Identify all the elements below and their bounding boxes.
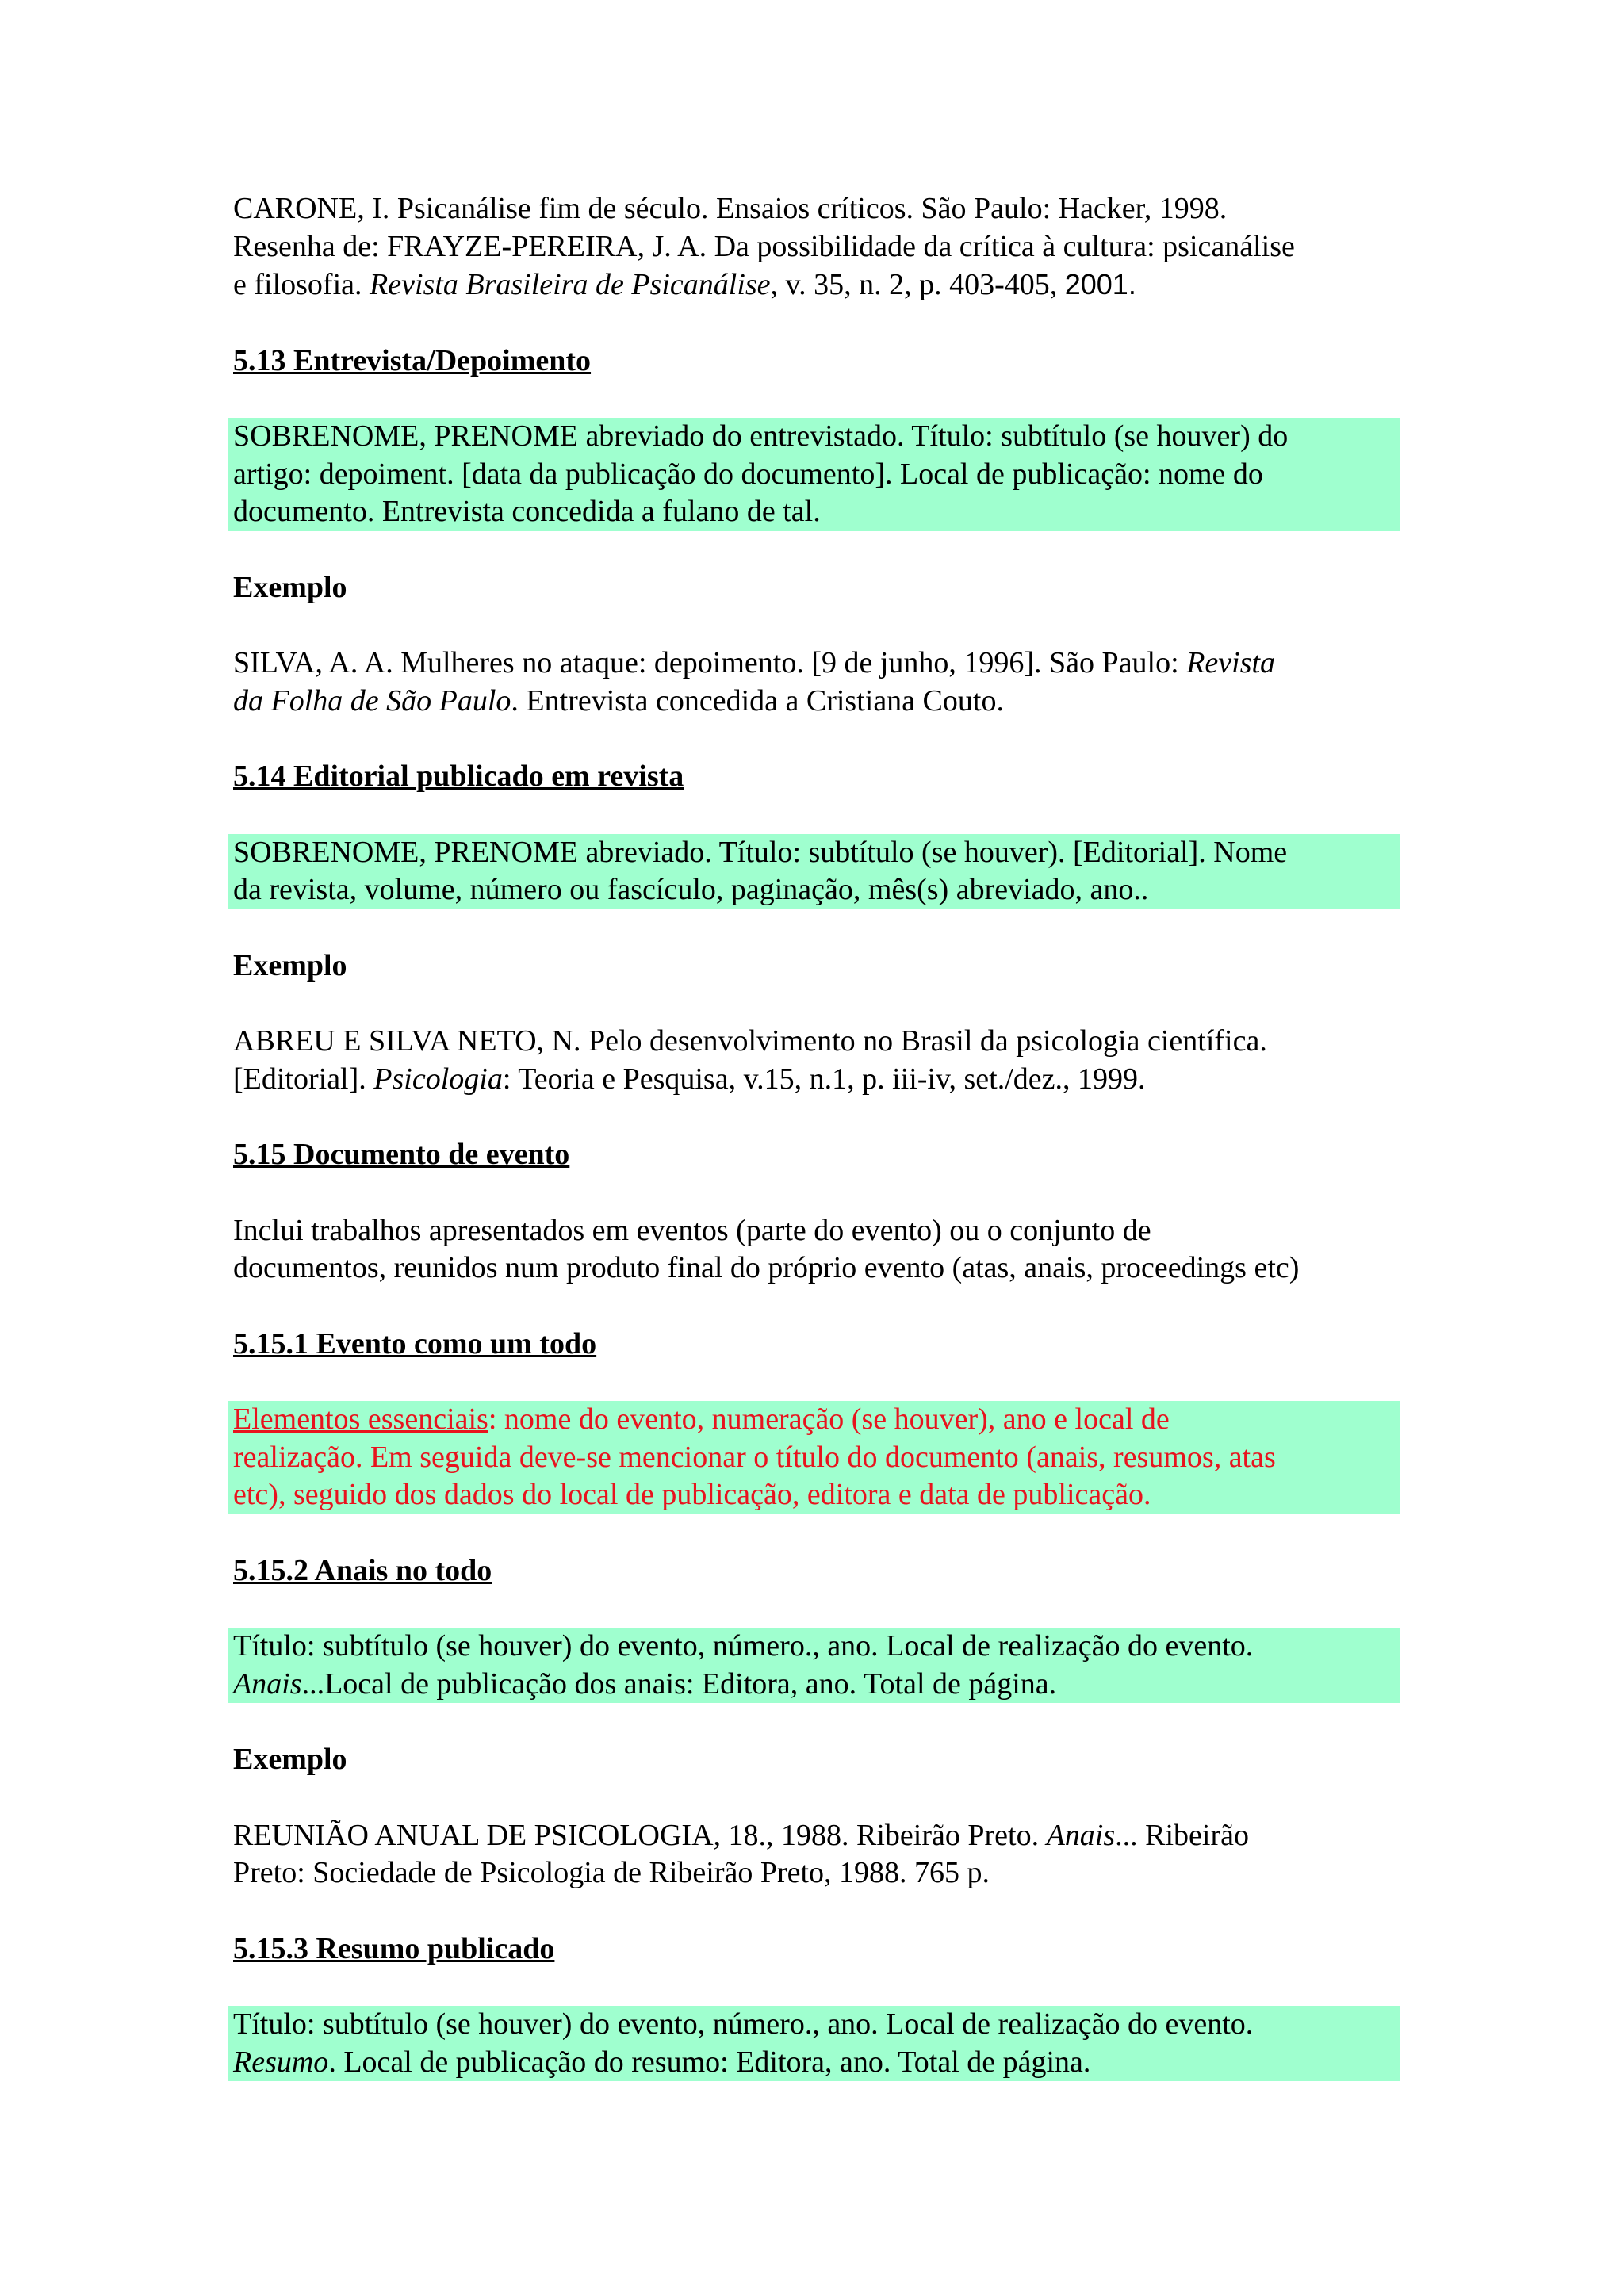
section-heading-5-15-2: 5.15.2 Anais no todo (233, 1553, 492, 1587)
ref-line (233, 266, 1396, 304)
example-text: REUNIÃO ANUAL DE PSICOLOGIA, 18., 1988. Ribeirão Preto. (233, 1818, 1047, 1852)
section-heading-5-15-3: 5.15.3 Resumo publicado (233, 1931, 555, 1965)
essential-line (233, 1401, 1396, 1439)
example-line: ABREU E SILVA NETO, N. Pelo desenvolvimento no Brasil da psicologia científica. (233, 1024, 1267, 1058)
template-box-5-15-3 (228, 2006, 1400, 2081)
template-line: SOBRENOME, PRENOME abreviado do entrevistado. Título: subtítulo (se houver) do (233, 419, 1289, 453)
template-line (233, 2044, 1396, 2082)
template-box-5-14 (228, 834, 1400, 909)
ref-line: Resenha de: FRAYZE-PEREIRA, J. A. Da possibilidade da crítica à cultura: psicanálise (233, 229, 1295, 263)
example-label: Exemplo (233, 570, 347, 604)
template-italic: Anais (233, 1667, 302, 1701)
journal-title: Revista Brasileira de Psicanálise (370, 268, 771, 301)
example-italic: da Folha de São Paulo (233, 683, 511, 718)
body-line: documentos, reunidos num produto final do próprio evento (atas, anais, proceedings etc) (233, 1251, 1300, 1284)
ref-year: 2001. (1064, 268, 1136, 300)
ref-text: , v. 35, n. 2, p. 403-405, (770, 268, 1065, 301)
template-line: artigo: depoiment. [data da publicação do documento]. Local de publicação: nome do (233, 457, 1263, 491)
reference-carone (233, 190, 1396, 304)
example-text: [Editorial]. (233, 1062, 374, 1096)
template-box-5-13 (228, 418, 1400, 531)
body-line: Inclui trabalhos apresentados em eventos (parte do evento) ou o conjunto de (233, 1213, 1151, 1247)
template-line: SOBRENOME, PRENOME abreviado. Título: subtítulo (se houver). [Editorial]. Nome (233, 835, 1288, 869)
example-line: Preto: Sociedade de Psicologia de Ribeirão Preto, 1988. 765 p. (233, 1856, 990, 1889)
section-heading-5-15: 5.15 Documento de evento (233, 1138, 570, 1171)
essential-line: realização. Em seguida deve-se mencionar o título do documento (anais, resumos, atas (233, 1440, 1276, 1474)
template-line: Título: subtítulo (se houver) do evento, número., ano. Local de realização do evento. (233, 2007, 1254, 2041)
example-italic: Anais (1046, 1818, 1116, 1852)
template-box-5-15-2 (228, 1628, 1400, 1703)
section-heading-5-14: 5.14 Editorial publicado em revista (233, 760, 684, 793)
example-text: . Entrevista concedida a Cristiana Couto. (511, 683, 1004, 718)
ref-text: e filosofia. (233, 268, 370, 301)
example-line (233, 645, 1396, 683)
template-text: ...Local de publicação dos anais: Editora, ano. Total de página. (301, 1667, 1057, 1701)
section-heading-5-13: 5.13 Entrevista/Depoimento (233, 343, 592, 377)
example-italic: Psicologia (373, 1062, 503, 1096)
example-text: ... Ribeirão (1115, 1818, 1249, 1852)
essential-line: etc), seguido dos dados do local de publicação, editora e data de publicação. (233, 1478, 1151, 1511)
example-label: Exemplo (233, 1743, 347, 1776)
ref-line: CARONE, I. Psicanálise fim de século. Ensaios críticos. São Paulo: Hacker, 1998. (233, 192, 1228, 225)
template-line: Título: subtítulo (se houver) do evento, número., ano. Local de realização do evento. (233, 1629, 1254, 1663)
essential-elements-box (228, 1401, 1400, 1514)
example-text: : Teoria e Pesquisa, v.15, n.1, p. iii-iv, set./dez., 1999. (502, 1062, 1146, 1096)
example-italic: Revista (1186, 646, 1276, 679)
template-line: documento. Entrevista concedida a fulano de tal. (233, 495, 821, 528)
example-line (233, 683, 1396, 721)
template-italic: Resumo (233, 2045, 329, 2079)
document-page (233, 190, 1396, 2081)
template-text: . Local de publicação do resumo: Editora, ano. Total de página. (328, 2045, 1091, 2079)
essential-text: : nome do evento, numeração (se houver), ano e local de (488, 1402, 1170, 1436)
example-line (233, 1817, 1396, 1855)
template-line (233, 1666, 1396, 1704)
example-label: Exemplo (233, 948, 347, 982)
template-line: da revista, volume, número ou fascículo, paginação, mês(s) abreviado, ano.. (233, 873, 1149, 906)
example-line (233, 1061, 1396, 1099)
section-heading-5-15-1: 5.15.1 Evento como um todo (233, 1326, 597, 1360)
essential-label: Elementos essenciais (233, 1402, 488, 1436)
example-text: SILVA, A. A. Mulheres no ataque: depoimento. [9 de junho, 1996]. São Paulo: (233, 646, 1187, 679)
